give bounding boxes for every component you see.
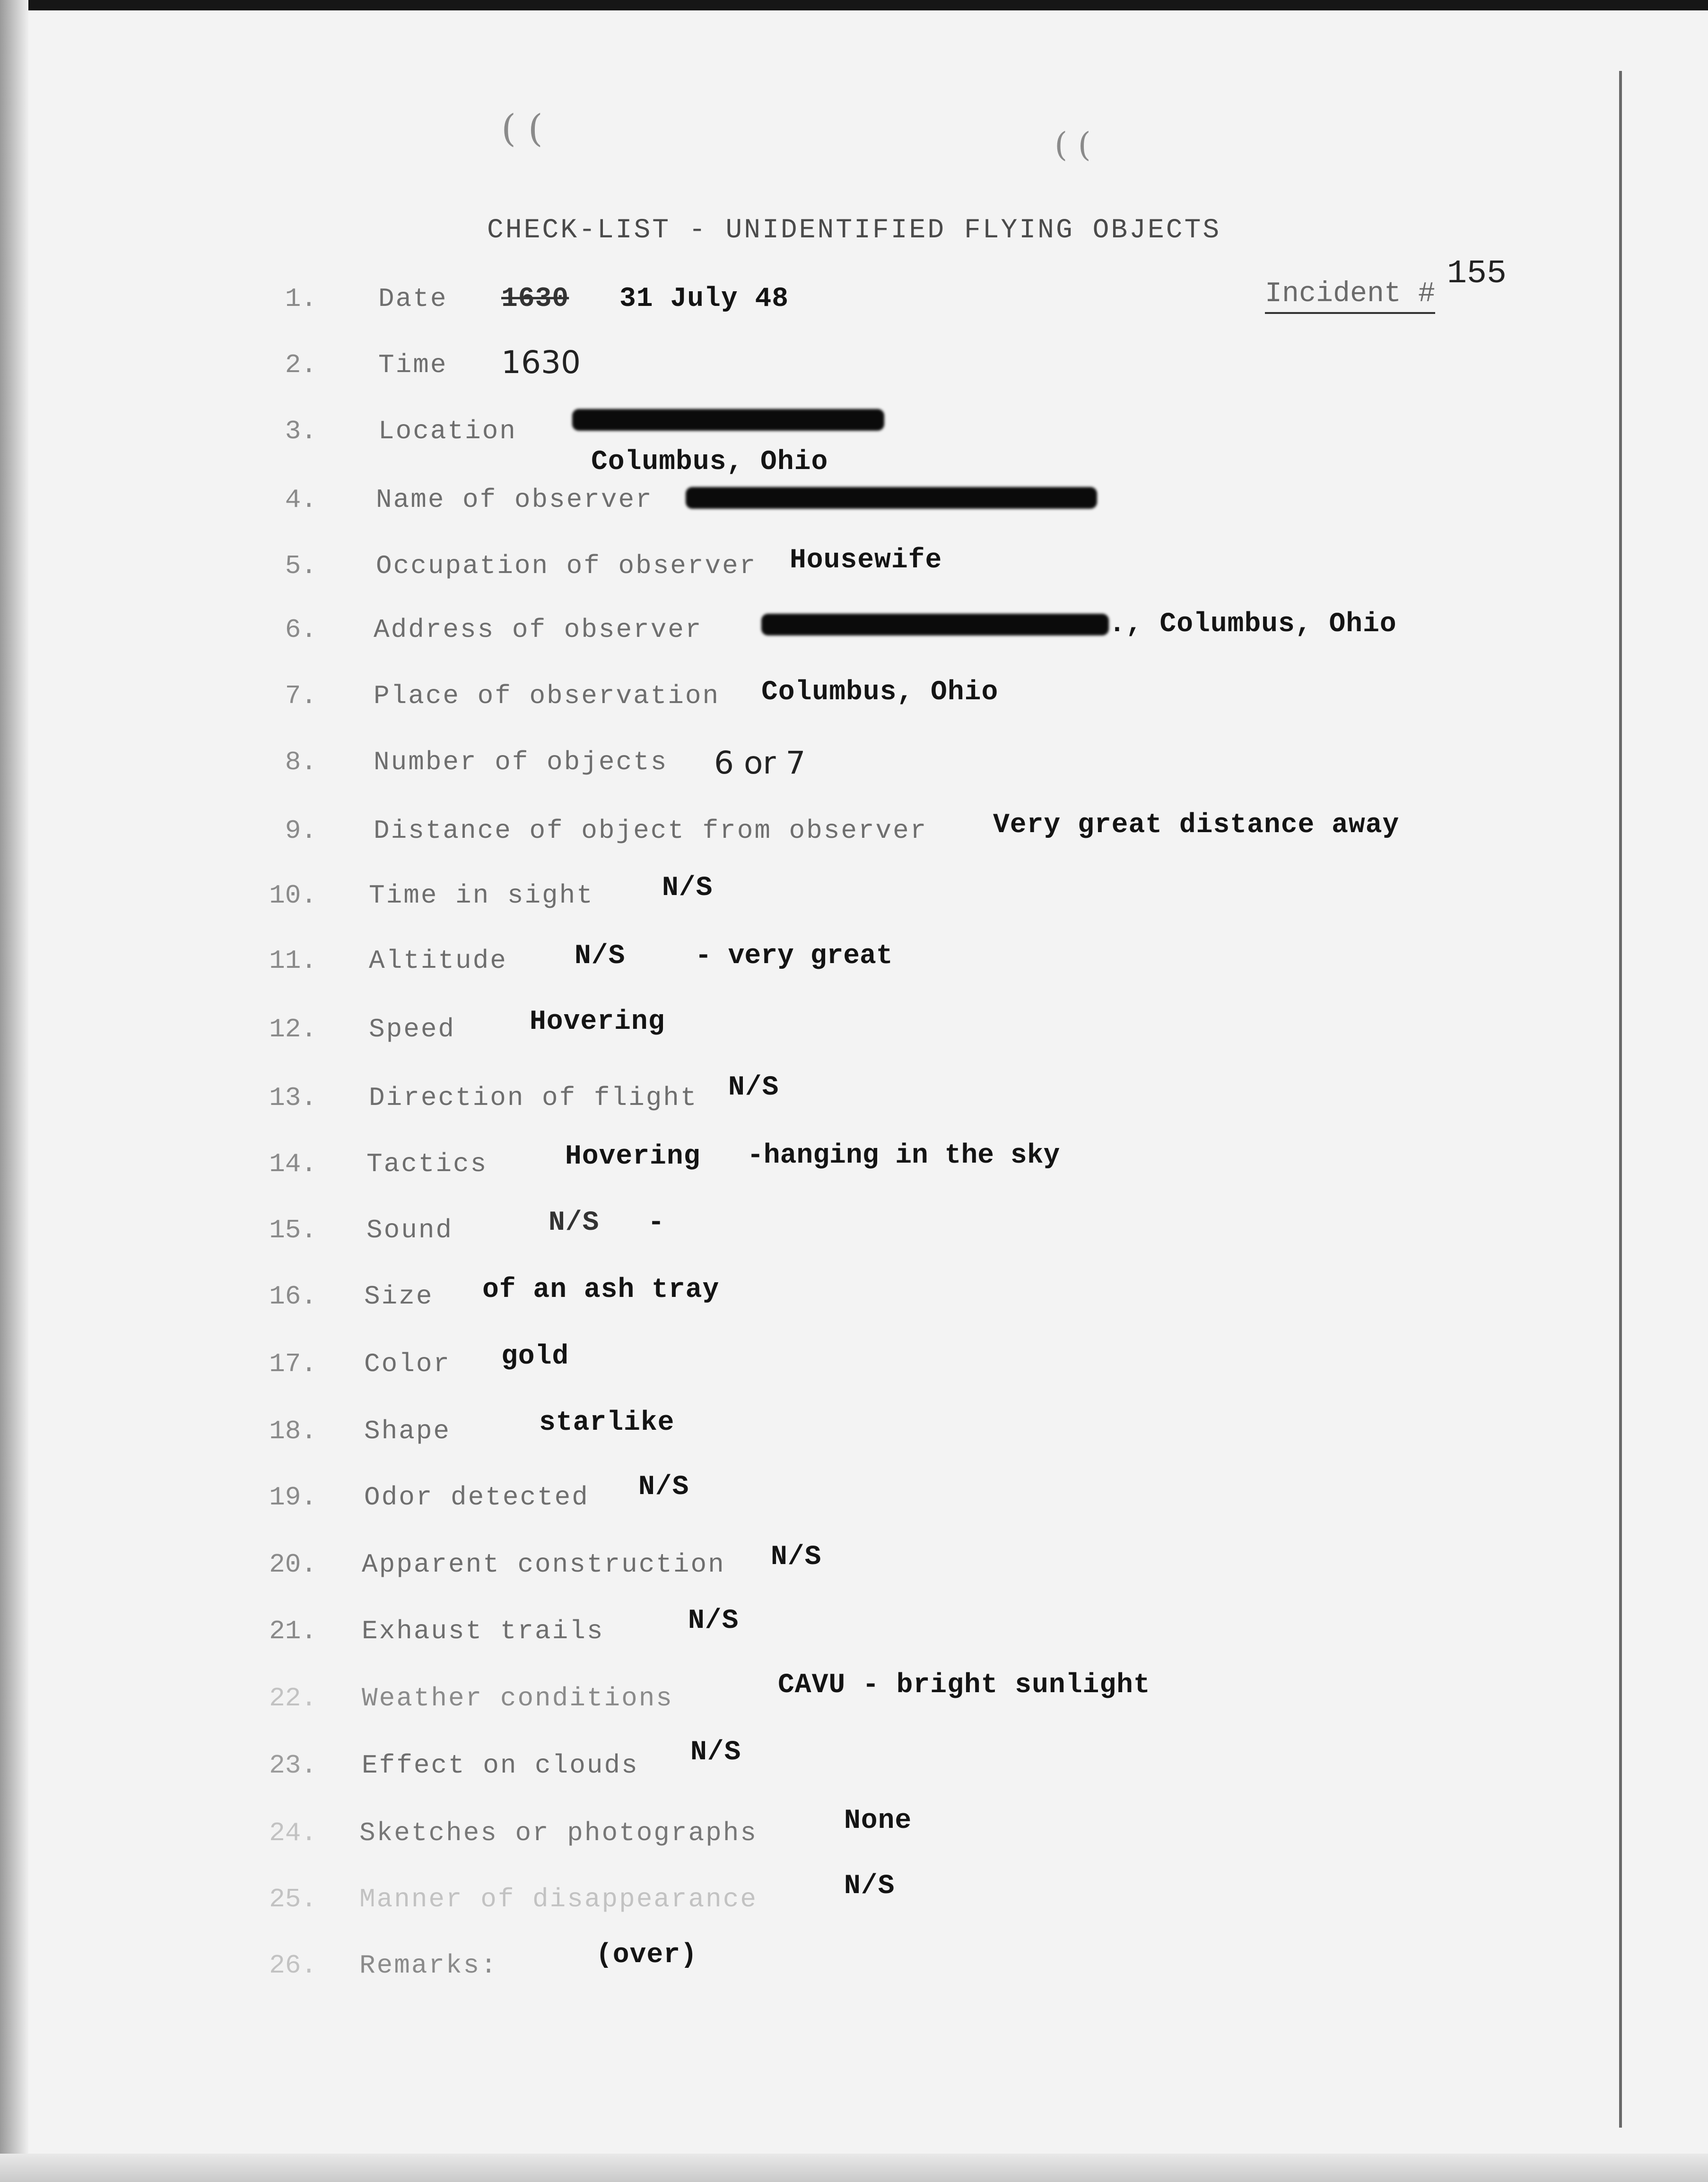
item-number: 2. (285, 350, 317, 380)
item-number: 15. (269, 1215, 317, 1245)
incident-number: 155 (1447, 255, 1507, 293)
incident-field (1265, 255, 1507, 310)
item-label: Remarks: (359, 1950, 498, 1981)
item-label: Time in sight (369, 880, 594, 911)
scan-bottom-border (0, 2154, 1708, 2182)
item-number: 20. (269, 1549, 317, 1580)
item-value: Columbus, Ohio (761, 677, 999, 708)
item-value: gold (501, 1341, 569, 1372)
scan-left-border (0, 0, 28, 2182)
item-value: N/S (638, 1472, 689, 1503)
item-value: 1630 (501, 344, 581, 381)
item-label: Color (364, 1349, 451, 1379)
item-number: 18. (269, 1416, 317, 1446)
punch-mark-right: ( ( (1054, 125, 1091, 164)
item-label: Name of observer (376, 485, 653, 515)
item-value: Columbus, Ohio (591, 447, 828, 478)
redaction-bar (686, 487, 1097, 509)
item-number: 14. (269, 1149, 317, 1179)
item-value: 31 July 48 (619, 284, 789, 314)
item-value: N/S (690, 1737, 741, 1768)
item-value-extra: - very great (695, 941, 893, 972)
item-number: 13. (269, 1083, 317, 1113)
item-number: 22. (269, 1683, 317, 1713)
item-number: 25. (269, 1884, 317, 1914)
redaction-bar (572, 409, 884, 431)
item-label: Time (378, 350, 448, 380)
item-label: Speed (369, 1014, 456, 1044)
item-number: 17. (269, 1349, 317, 1379)
item-value: 6 or 7 (714, 745, 806, 781)
item-label: Address of observer (374, 615, 703, 645)
item-label: Manner of disappearance (359, 1884, 758, 1914)
item-label: Weather conditions (362, 1683, 673, 1713)
item-value: starlike (539, 1408, 675, 1438)
item-label: Number of objects (374, 747, 668, 777)
item-number: 26. (269, 1950, 317, 1981)
item-label: Sketches or photographs (359, 1818, 758, 1848)
punch-mark-left: ( ( (501, 106, 543, 150)
item-number: 21. (269, 1616, 317, 1646)
item-number: 6. (285, 615, 317, 645)
item-label: Altitude (369, 946, 507, 976)
struck-value: 1630 (501, 284, 569, 314)
item-number: 5. (285, 551, 317, 581)
item-number: 7. (285, 681, 317, 711)
item-label: Occupation of observer (376, 551, 757, 581)
item-number: 10. (269, 880, 317, 911)
item-value: CAVU - bright sunlight (778, 1670, 1150, 1701)
item-value: Housewife (790, 545, 942, 576)
item-number: 9. (285, 816, 317, 846)
item-value: Hovering (565, 1141, 701, 1172)
item-number: 12. (269, 1014, 317, 1044)
item-label: Tactics (366, 1149, 488, 1179)
item-label: Odor detected (364, 1482, 589, 1513)
item-value: None (844, 1806, 912, 1836)
item-label: Distance of object from observer (374, 816, 928, 846)
item-label: Location (378, 416, 517, 446)
item-number: 11. (269, 946, 317, 976)
item-value-extra: -hanging in the sky (747, 1140, 1060, 1171)
page-title: CHECK-LIST - UNIDENTIFIED FLYING OBJECTS (487, 215, 1221, 246)
item-label: Size (364, 1281, 434, 1312)
item-label: Sound (366, 1215, 453, 1245)
redaction-bar (761, 614, 1109, 635)
item-label: Date (378, 284, 448, 314)
item-label: Direction of flight (369, 1083, 698, 1113)
scan-top-border (0, 0, 1708, 10)
item-value: ., Columbus, Ohio (1109, 609, 1397, 640)
item-value: Very great distance away (993, 810, 1400, 841)
item-number: 19. (269, 1482, 317, 1513)
item-value-extra: - (648, 1208, 664, 1238)
item-value: N/S (688, 1606, 739, 1636)
item-value: N/S (549, 1208, 600, 1238)
item-label: Place of observation (374, 681, 720, 711)
item-value: N/S (771, 1542, 822, 1573)
item-number: 3. (285, 416, 317, 446)
item-label: Effect on clouds (362, 1750, 639, 1781)
item-label: Exhaust trails (362, 1616, 604, 1646)
item-value: N/S (728, 1072, 779, 1103)
item-value: N/S (575, 941, 626, 972)
scan-right-edge (1619, 71, 1622, 2128)
item-value: Hovering (530, 1007, 665, 1037)
item-number: 24. (269, 1818, 317, 1848)
incident-label: Incident # (1265, 278, 1435, 314)
item-value: of an ash tray (482, 1275, 720, 1305)
item-number: 23. (269, 1750, 317, 1781)
item-number: 4. (285, 485, 317, 515)
item-value: (over) (596, 1940, 697, 1971)
item-number: 8. (285, 747, 317, 777)
item-number: 16. (269, 1281, 317, 1312)
item-label: Shape (364, 1416, 451, 1446)
item-label: Apparent construction (362, 1549, 725, 1580)
item-number: 1. (285, 284, 317, 314)
item-value: N/S (844, 1871, 895, 1902)
item-value: N/S (662, 873, 713, 904)
